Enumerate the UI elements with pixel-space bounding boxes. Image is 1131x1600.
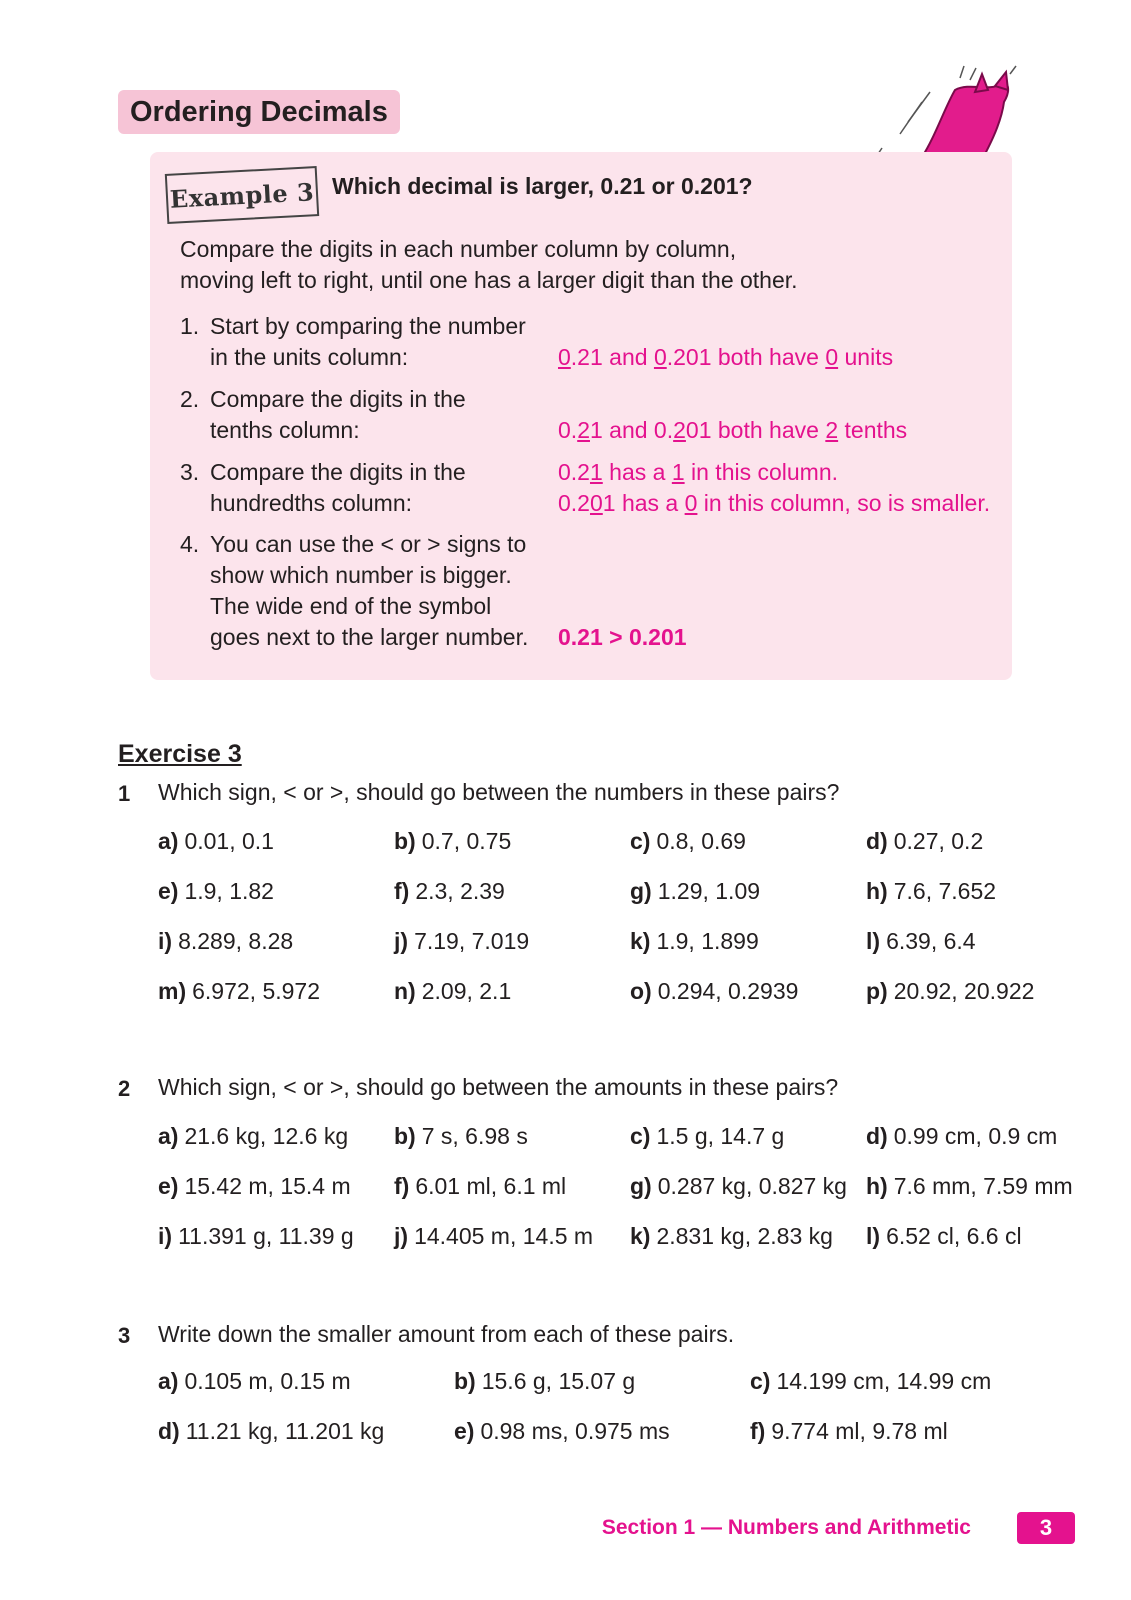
step-text: Compare the digits in the [210, 386, 466, 412]
item-label: h) [866, 1173, 888, 1199]
item-label: b) [394, 828, 416, 854]
item-value: 2.831 kg, 2.83 kg [656, 1223, 833, 1249]
item-label: l) [866, 928, 881, 954]
item-label: d) [158, 1418, 180, 1444]
item-value: 0.287 kg, 0.827 kg [657, 1173, 847, 1199]
exercise-item [630, 1223, 833, 1250]
item-value: 15.42 m, 15.4 m [184, 1173, 351, 1199]
exercise-item [750, 1368, 991, 1395]
exercise-item [750, 1418, 948, 1445]
step-number: 2. [180, 386, 200, 412]
footer-section: Section 1 — Numbers and Arithmetic [601, 1516, 971, 1539]
step-text: The wide end of the symbol [210, 593, 492, 619]
item-label: k) [630, 928, 651, 954]
item-value: 11.21 kg, 11.201 kg [185, 1418, 385, 1444]
question-number: 2 [118, 1076, 131, 1101]
item-value: 0.8, 0.69 [656, 828, 746, 854]
step-text: goes next to the larger number. [210, 624, 529, 650]
item-label: e) [454, 1418, 475, 1444]
item-label: m) [158, 978, 187, 1004]
exercise-item [394, 1223, 593, 1250]
item-label: n) [394, 978, 416, 1004]
item-value: 0.294, 0.2939 [657, 978, 799, 1004]
exercise-item [866, 1223, 1022, 1250]
item-label: b) [394, 1123, 416, 1149]
item-value: 15.6 g, 15.07 g [481, 1368, 636, 1394]
exercise-item [630, 828, 746, 855]
step-4 [180, 529, 528, 653]
item-value: 20.92, 20.922 [893, 978, 1035, 1004]
item-value: 0.27, 0.2 [893, 828, 984, 854]
item-label: l) [866, 1223, 881, 1249]
question-number: 1 [118, 781, 131, 806]
step-text: You can use the < or > signs to [210, 531, 527, 557]
item-value: 7 s, 6.98 s [421, 1123, 528, 1149]
page-title-text: Ordering Decimals [130, 95, 388, 128]
item-label: k) [630, 1223, 651, 1249]
exercise-item [866, 828, 983, 855]
exercise-item [394, 928, 529, 955]
exercise-item [394, 828, 511, 855]
step-1 [180, 311, 526, 373]
exercise-item [158, 1418, 384, 1445]
item-label: f) [394, 1173, 410, 1199]
item-value: 1.29, 1.09 [657, 878, 761, 904]
step-number: 3. [180, 459, 200, 485]
item-label: c) [630, 1123, 651, 1149]
item-value: 1.5 g, 14.7 g [656, 1123, 785, 1149]
item-label: e) [158, 878, 179, 904]
item-value: 1.9, 1.899 [656, 928, 759, 954]
intro-line: Compare the digits in each number column by column, [180, 236, 737, 262]
exercise-item [630, 928, 759, 955]
exercise-item [454, 1368, 635, 1395]
item-label: j) [394, 1223, 409, 1249]
exercise-item [630, 1123, 784, 1150]
item-value: 21.6 kg, 12.6 kg [184, 1123, 349, 1149]
exercise-item [630, 978, 798, 1005]
exercise-item [394, 878, 505, 905]
exercise-item [158, 828, 274, 855]
example-question: Which decimal is larger, 0.21 or 0.201? [332, 173, 753, 199]
exercise-item [630, 1173, 847, 1200]
step-text: Start by comparing the number [210, 313, 526, 339]
item-label: f) [750, 1418, 766, 1444]
page-number: 3 [1017, 1512, 1075, 1544]
step-2 [180, 384, 466, 446]
step-2-answer: 0.21 and 0.201 both have 2 tenths [558, 417, 908, 443]
item-label: b) [454, 1368, 476, 1394]
item-value: 2.3, 2.39 [415, 878, 505, 904]
step-4-answer: 0.21 > 0.201 [558, 624, 687, 650]
item-value: 1.9, 1.82 [184, 878, 274, 904]
question-text: Which sign, < or >, should go between the numbers in these pairs? [158, 779, 840, 805]
exercise-item [158, 928, 293, 955]
item-value: 7.6, 7.652 [893, 878, 997, 904]
step-number: 4. [180, 531, 200, 557]
item-label: a) [158, 828, 179, 854]
item-label: o) [630, 978, 652, 1004]
item-value: 9.774 ml, 9.78 ml [771, 1418, 948, 1444]
item-label: p) [866, 978, 888, 1004]
intro-line: moving left to right, until one has a larger digit than the other. [180, 267, 798, 293]
step-3 [180, 457, 466, 519]
item-label: f) [394, 878, 410, 904]
exercise-item [158, 978, 320, 1005]
item-label: d) [866, 1123, 888, 1149]
step-1-answer: 0.21 and 0.201 both have 0 units [558, 344, 894, 370]
example-intro [180, 234, 820, 296]
item-value: 0.99 cm, 0.9 cm [893, 1123, 1058, 1149]
item-value: 6.972, 5.972 [192, 978, 321, 1004]
item-value: 14.199 cm, 14.99 cm [776, 1368, 992, 1394]
exercise-item [158, 1173, 351, 1200]
exercise-item [866, 978, 1034, 1005]
item-label: a) [158, 1368, 179, 1394]
item-value: 14.405 m, 14.5 m [414, 1223, 594, 1249]
exercise-item [866, 1123, 1057, 1150]
exercise-item [158, 1123, 348, 1150]
step-text: hundredths column: [210, 490, 413, 516]
step-text: Compare the digits in the [210, 459, 466, 485]
item-label: i) [158, 1223, 173, 1249]
question-number: 3 [118, 1323, 131, 1348]
item-value: 7.6 mm, 7.59 mm [893, 1173, 1073, 1199]
item-label: i) [158, 928, 173, 954]
item-label: c) [630, 828, 651, 854]
item-value: 0.7, 0.75 [421, 828, 512, 854]
question-text: Write down the smaller amount from each of these pairs. [158, 1321, 735, 1347]
exercise-item [158, 1223, 354, 1250]
item-label: a) [158, 1123, 179, 1149]
step-text: tenths column: [210, 417, 360, 443]
item-label: h) [866, 878, 888, 904]
item-label: j) [394, 928, 409, 954]
item-value: 6.01 ml, 6.1 ml [415, 1173, 567, 1199]
item-label: g) [630, 1173, 652, 1199]
item-value: 6.52 cl, 6.6 cl [886, 1223, 1022, 1249]
item-label: e) [158, 1173, 179, 1199]
item-value: 2.09, 2.1 [421, 978, 512, 1004]
question-text: Which sign, < or >, should go between the amounts in these pairs? [158, 1074, 839, 1100]
item-value: 7.19, 7.019 [414, 928, 530, 954]
exercise-heading: Exercise 3 [118, 740, 242, 768]
exercise-item [394, 978, 511, 1005]
item-label: d) [866, 828, 888, 854]
item-value: 0.01, 0.1 [184, 828, 274, 854]
item-label: g) [630, 878, 652, 904]
example-label: Example 3 [169, 176, 315, 214]
page-title [118, 90, 400, 134]
item-value: 8.289, 8.28 [178, 928, 294, 954]
item-label: c) [750, 1368, 771, 1394]
item-value: 6.39, 6.4 [886, 928, 976, 954]
item-value: 11.391 g, 11.39 g [178, 1223, 354, 1249]
exercise-item [394, 1123, 528, 1150]
exercise-item [158, 878, 274, 905]
item-value: 0.98 ms, 0.975 ms [480, 1418, 670, 1444]
exercise-item [394, 1173, 566, 1200]
exercise-item [158, 1368, 351, 1395]
step-text: in the units column: [210, 344, 409, 370]
exercise-item [866, 878, 996, 905]
step-text: show which number is bigger. [210, 562, 512, 588]
exercise-item [630, 878, 760, 905]
exercise-item [454, 1418, 670, 1445]
step-number: 1. [180, 313, 200, 339]
exercise-item [866, 1173, 1073, 1200]
example-stamp [165, 166, 319, 224]
item-value: 0.105 m, 0.15 m [184, 1368, 351, 1394]
exercise-item [866, 928, 976, 955]
step-3-answer: 0.21 has a 1 in this column. 0.201 has a 0 in this column, so is smaller. [558, 459, 991, 516]
